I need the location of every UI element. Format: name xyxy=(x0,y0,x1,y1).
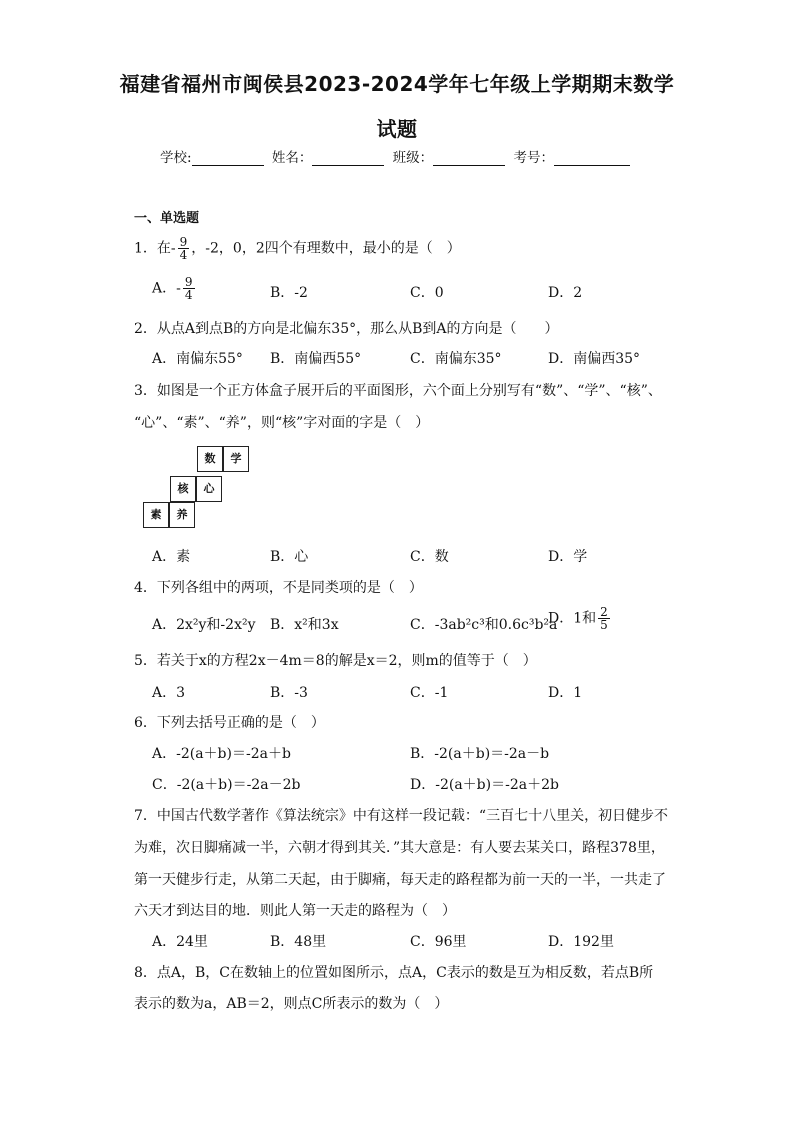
q4-option-d-fraction xyxy=(598,606,610,631)
q1-option-c[interactable]: C．0 xyxy=(410,285,444,301)
q4-optD-den: 5 xyxy=(600,618,608,632)
class-blank[interactable] xyxy=(433,151,505,166)
q7-option-c[interactable]: C．96里 xyxy=(410,934,467,950)
exam-no-blank[interactable] xyxy=(554,151,630,166)
question-6: 6．下列去括号正确的是（ ） xyxy=(134,715,325,731)
q4-option-b[interactable]: B．x²和3x xyxy=(270,617,339,633)
question-3-line2: “心”、“素”、“养”，则“核”字对面的字是（ ） xyxy=(134,415,430,431)
q1-option-a-label: A． xyxy=(152,280,177,297)
q1-rest: ，-2，0，2四个有理数中，最小的是（ ） xyxy=(191,240,461,257)
q3-option-d[interactable]: D．学 xyxy=(548,549,588,565)
net-cell-xue: 学 xyxy=(223,446,249,472)
q1-frac-num: 9 xyxy=(179,235,188,249)
q4-option-c[interactable]: C．-3ab²c³和0.6c³b²a xyxy=(410,617,558,633)
exam-no-label: 考号： xyxy=(513,150,554,166)
question-3-line1: 3．如图是一个正方体盒子展开后的平面图形，六个面上分别写有“数”、“学”、“核”、 xyxy=(134,383,662,399)
q5-option-b[interactable]: B．-3 xyxy=(270,685,308,701)
school-label: 学校: xyxy=(160,150,192,166)
q4-optD-num: 2 xyxy=(600,605,608,619)
q1-option-a-fraction xyxy=(183,276,195,301)
page-title: 福建省福州市闽侯县2023-2024学年七年级上学期期末数学 xyxy=(119,72,675,96)
q2-option-a[interactable]: A．南偏东55° xyxy=(152,351,243,367)
q1-fraction xyxy=(178,236,190,261)
q3-option-a[interactable]: A．素 xyxy=(152,549,191,565)
name-label: 姓名： xyxy=(271,150,313,166)
q1-frac-den: 4 xyxy=(179,248,188,262)
q1-option-a[interactable]: A．- $\frac{9}{4}$ xyxy=(152,275,193,302)
question-5: 5．若关于x的方程2x－4m＝8的解是x＝2，则m的值等于（ ） xyxy=(134,653,537,669)
section-heading: 一、单选题 xyxy=(134,211,200,226)
question-7-line4: 六天才到达目的地．则此人第一天走的路程为（ ） xyxy=(134,903,456,919)
question-4: 4．下列各组中的两项，不是同类项的是（ ） xyxy=(134,580,423,596)
q5-option-c[interactable]: C．-1 xyxy=(410,685,449,701)
question-2: 2．从点A到点B的方向是北偏东35°，那么从B到A的方向是（ ） xyxy=(134,321,559,337)
page-title-line2: 试题 xyxy=(376,117,418,141)
class-label: 班级： xyxy=(392,150,434,166)
question-7-line3: 第一天健步行走，从第二天起，由于脚痛，每天走的路程都为前一天的一半，一共走了 xyxy=(134,872,666,888)
q6-option-d[interactable]: D．-2(a＋b)＝-2a＋2b xyxy=(410,777,559,793)
q4-option-a[interactable]: A．2x²y和-2x²y xyxy=(152,617,256,633)
q6-option-a[interactable]: A．-2(a＋b)＝-2a＋b xyxy=(152,746,291,762)
question-8-line1: 8．点A，B，C在数轴上的位置如图所示，点A，C表示的数是互为相反数，若点B所 xyxy=(134,965,654,981)
q7-option-a[interactable]: A．24里 xyxy=(152,934,208,950)
question-1: 1．在- $\frac{9}{4}$ ，-2，0，2四个有理数中，最小的是（ ） xyxy=(134,235,461,262)
q4-option-d-label: D．1和 xyxy=(548,610,597,627)
q5-option-d[interactable]: D．1 xyxy=(548,685,583,701)
net-cell-shu: 数 xyxy=(197,446,223,472)
q3-option-b[interactable]: B．心 xyxy=(270,549,309,565)
q6-option-b[interactable]: B．-2(a＋b)＝-2a－b xyxy=(410,746,550,762)
q7-option-d[interactable]: D．192里 xyxy=(548,934,614,950)
q2-option-b[interactable]: B．南偏西55° xyxy=(270,351,362,367)
student-info-row xyxy=(160,146,634,166)
q5-option-a[interactable]: A．3 xyxy=(152,685,186,701)
name-blank[interactable] xyxy=(312,151,384,166)
q1-prefix: 1．在 xyxy=(134,240,171,257)
q2-option-c[interactable]: C．南偏东35° xyxy=(410,351,502,367)
q6-option-c[interactable]: C．-2(a＋b)＝-2a－2b xyxy=(152,777,301,793)
question-8-line2: 表示的数为a，AB＝2，则点C所表示的数为（ ） xyxy=(134,996,449,1012)
school-blank[interactable] xyxy=(192,151,264,166)
q2-option-d[interactable]: D．南偏西35° xyxy=(548,351,641,367)
q4-option-d[interactable] xyxy=(548,606,612,631)
q1-option-b[interactable]: B．-2 xyxy=(270,285,308,301)
q7-option-b[interactable]: B．48里 xyxy=(270,934,327,950)
question-7-line2: 为难，次日脚痛减一半，六朝才得到其关．”其大意是：有人要去某关口，路程378里， xyxy=(134,840,665,856)
q1-optA-num: 9 xyxy=(184,275,193,289)
question-7-line1: 7．中国古代数学著作《算法统宗》中有这样一段记载：“三百七十八里关，初日健步不 xyxy=(134,808,669,824)
q1-option-d[interactable]: D．2 xyxy=(548,285,583,301)
q3-option-c[interactable]: C．数 xyxy=(410,549,449,565)
net-cell-he: 核 xyxy=(170,476,196,502)
q1-optA-den: 4 xyxy=(184,288,193,302)
net-cell-su: 素 xyxy=(143,502,169,528)
net-cell-yang: 养 xyxy=(169,502,195,528)
net-cell-xin: 心 xyxy=(196,476,222,502)
